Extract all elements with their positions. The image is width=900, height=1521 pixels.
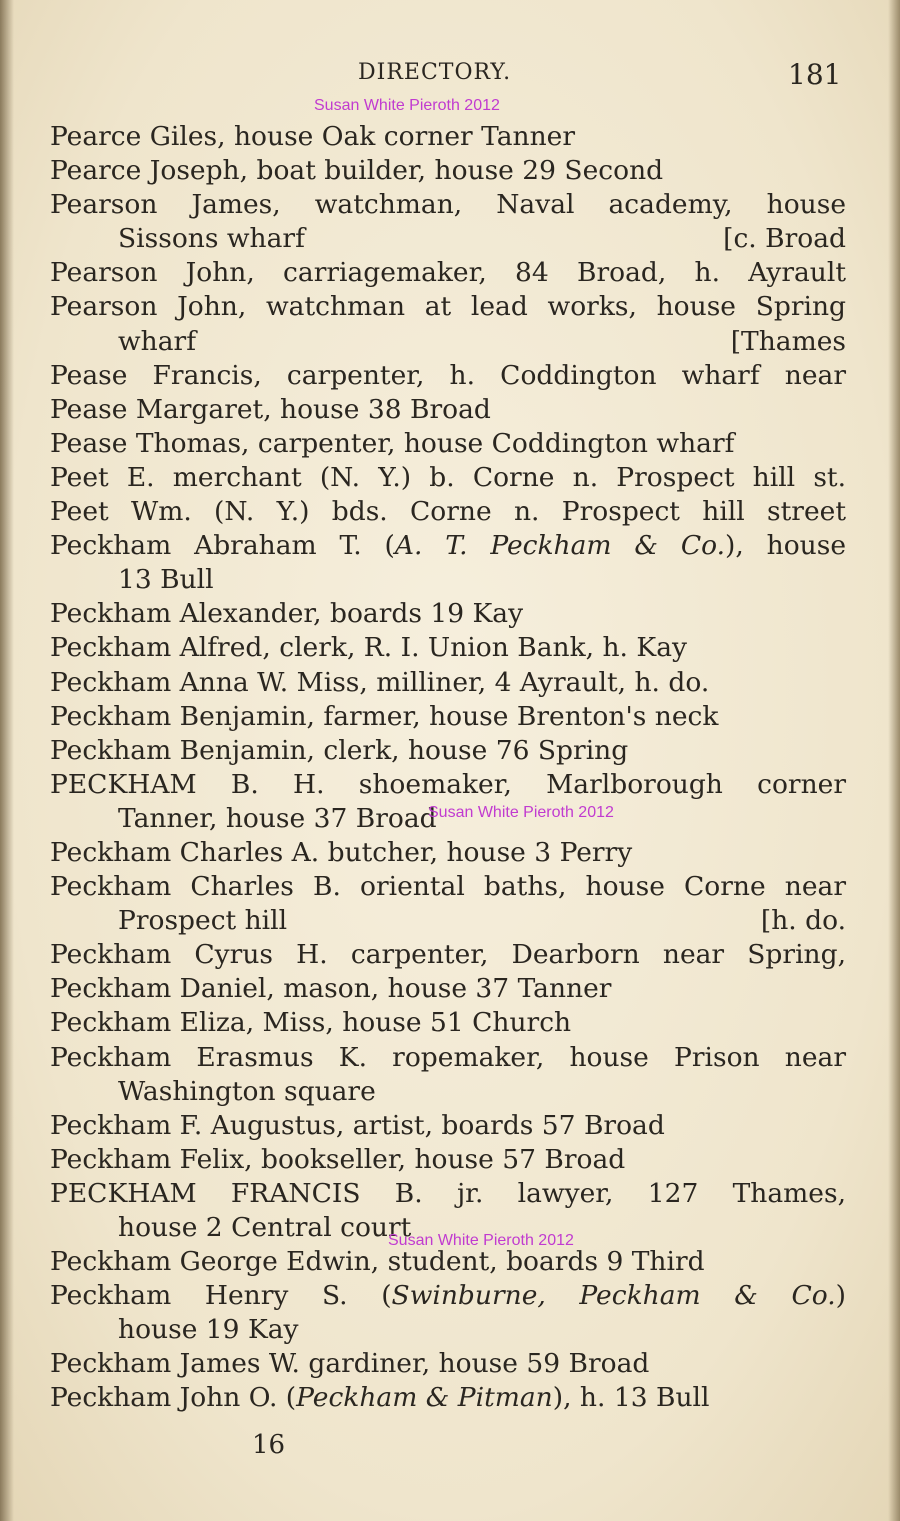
entry-text: ) bbox=[835, 1280, 846, 1312]
watermark: Susan White Pieroth 2012 bbox=[388, 1232, 574, 1249]
firm-name: A. T. Peckham & Co. bbox=[394, 530, 726, 562]
entry-line: Peckham James W. gardiner, house 59 Broad bbox=[50, 1348, 650, 1380]
entry-line: Peckham Erasmus K. ropemaker, house Prison near bbox=[50, 1041, 846, 1073]
entry-line: Peet E. merchant (N. Y.) b. Corne n. Prospect hill st. bbox=[50, 461, 846, 493]
entry-text: ), house bbox=[725, 530, 847, 562]
entry-text: Peckham John O. ( bbox=[50, 1382, 297, 1414]
page-number: 181 bbox=[788, 58, 842, 91]
entry-line: Pearson John, watchman at lead works, house Spring bbox=[50, 291, 846, 323]
signature-mark: 16 bbox=[252, 1430, 286, 1460]
entry-bracket-text: [h. do. bbox=[760, 905, 846, 937]
entry-bracket-text: [c. Broad bbox=[723, 223, 846, 255]
watermark: Susan White Pieroth 2012 bbox=[314, 97, 500, 114]
entry-line: Peckham Charles B. oriental baths, house Corne near bbox=[50, 871, 846, 903]
entry-text: Sissons wharf bbox=[118, 223, 305, 255]
entry-line bbox=[50, 529, 846, 563]
entry-continuation: Tanner, house 37 Broad bbox=[118, 802, 437, 834]
entry-line: PECKHAM FRANCIS B. jr. lawyer, 127 Thames, bbox=[50, 1177, 846, 1209]
entry-text: Peckham Henry S. ( bbox=[50, 1280, 392, 1312]
entry-line: Peckham George Edwin, student, boards 9 Third bbox=[50, 1246, 705, 1278]
entry-line: PECKHAM B. H. shoemaker, Marlborough corner bbox=[50, 768, 846, 800]
entry-text: wharf bbox=[118, 325, 197, 357]
entry-text: ), h. 13 Bull bbox=[552, 1382, 710, 1414]
entry-line: Peckham Charles A. butcher, house 3 Perry bbox=[50, 836, 633, 868]
entry-line: Pease Margaret, house 38 Broad bbox=[50, 393, 491, 425]
entry-line: Peckham Benjamin, clerk, house 76 Spring bbox=[50, 734, 629, 766]
entry-line: Peckham Eliza, Miss, house 51 Church bbox=[50, 1007, 572, 1039]
entry-line: Pearson John, carriagemaker, 84 Broad, h. Ayrault bbox=[50, 257, 846, 289]
entry-line: Pease Thomas, carpenter, house Coddington wharf bbox=[50, 427, 735, 459]
entry-continuation: Washington square bbox=[118, 1075, 376, 1107]
entry-line: Pearce Joseph, boat builder, house 29 Second bbox=[50, 155, 664, 187]
entry-continuation bbox=[50, 904, 846, 938]
entry-line: Peet Wm. (N. Y.) bds. Corne n. Prospect hill street bbox=[50, 496, 846, 528]
entry-continuation bbox=[50, 222, 846, 256]
page-edge-right bbox=[888, 0, 900, 1521]
entry-text: Peckham Abraham T. ( bbox=[50, 530, 395, 562]
directory-entries bbox=[50, 120, 846, 1416]
entry-line: Peckham Alexander, boards 19 Kay bbox=[50, 598, 524, 630]
entry-continuation: 13 Bull bbox=[118, 564, 214, 596]
entry-line: Peckham Daniel, mason, house 37 Tanner bbox=[50, 973, 612, 1005]
entry-line: Pearce Giles, house Oak corner Tanner bbox=[50, 121, 575, 152]
entry-line: Peckham Cyrus H. carpenter, Dearborn near Spring, bbox=[50, 939, 846, 971]
entry-line: Peckham Benjamin, farmer, house Brenton's neck bbox=[50, 700, 719, 732]
entry-continuation bbox=[50, 325, 846, 359]
watermark: Susan White Pieroth 2012 bbox=[428, 804, 614, 821]
entry-line bbox=[50, 1279, 846, 1313]
entry-line: Peckham Anna W. Miss, milliner, 4 Ayrault, h. do. bbox=[50, 666, 710, 698]
page-edge-left bbox=[0, 0, 14, 1521]
entry-text: Prospect hill bbox=[118, 905, 288, 937]
entry-line: Peckham Felix, bookseller, house 57 Broad bbox=[50, 1143, 626, 1175]
entry-line: Pease Francis, carpenter, h. Coddington wharf near bbox=[50, 359, 846, 391]
entry-line: Peckham Alfred, clerk, R. I. Union Bank, h. Kay bbox=[50, 632, 687, 664]
running-header: DIRECTORY. bbox=[358, 60, 512, 85]
entry-bracket-text: [Thames bbox=[730, 325, 846, 357]
entry-line bbox=[50, 1381, 846, 1415]
entry-line: Peckham F. Augustus, artist, boards 57 Broad bbox=[50, 1109, 665, 1141]
firm-name: Swinburne, Peckham & Co. bbox=[391, 1280, 836, 1312]
firm-name: Peckham & Pitman bbox=[296, 1382, 553, 1414]
entry-continuation: house 19 Kay bbox=[118, 1314, 299, 1346]
entry-line: Pearson James, watchman, Naval academy, house bbox=[50, 189, 846, 221]
entry-continuation: house 2 Central court bbox=[118, 1212, 412, 1243]
